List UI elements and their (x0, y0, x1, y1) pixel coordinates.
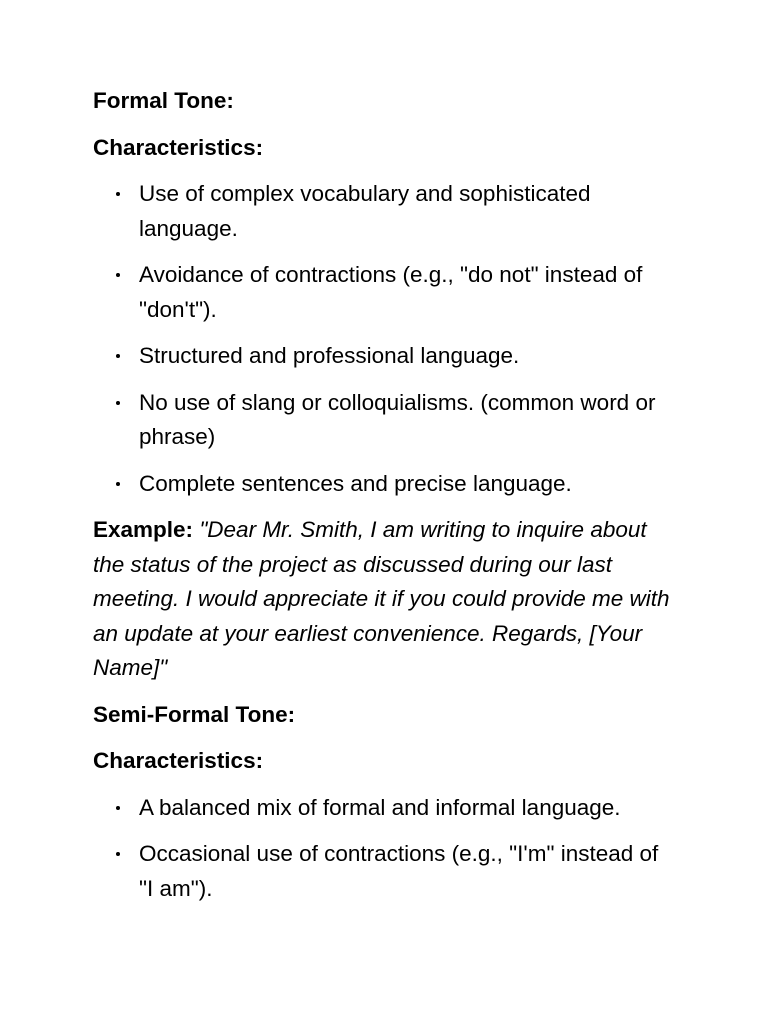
list-item (93, 791, 673, 826)
list-item-text: Avoidance of contractions (e.g., "do not" instead of "don't"). (139, 262, 643, 322)
list-item-text: No use of slang or colloquialisms. (common word or phrase) (139, 389, 656, 449)
list-item-text: Structured and professional language. (139, 343, 520, 368)
list-item-text: A balanced mix of formal and informal language. (139, 794, 621, 820)
bullet-icon (116, 273, 120, 277)
section-title-formal: Formal Tone: (93, 88, 234, 113)
list-item-text: Occasional use of contractions (e.g., "I'm" instead of "I am"). (139, 841, 659, 901)
list-item-text: Complete sentences and precise language. (139, 470, 572, 496)
list-item (93, 177, 673, 246)
bullet-icon (116, 354, 120, 358)
example-quote: "Dear Mr. Smith, I am writing to inquire about the status of the project as discussed during our last meeting. I would appreciate it if you could provide me with an update at your earliest convenience. Regards, [Your Name]" (93, 517, 670, 680)
section-title-semi-formal: Semi-Formal Tone: (93, 701, 296, 727)
list-item (93, 467, 673, 502)
bullet-icon (116, 482, 120, 486)
example-label: Example: (93, 517, 194, 542)
characteristics-heading: Characteristics: (93, 134, 264, 160)
example-paragraph (93, 513, 673, 686)
bullet-icon (116, 852, 120, 856)
list-item (93, 258, 673, 327)
characteristics-list (93, 177, 673, 501)
bullet-icon (116, 806, 120, 810)
characteristics-list (93, 791, 673, 907)
bullet-icon (116, 192, 120, 196)
list-item (93, 837, 673, 906)
bullet-icon (116, 401, 120, 405)
list-item (93, 339, 673, 374)
list-item-text: Use of complex vocabulary and sophisticated language. (139, 181, 591, 241)
list-item (93, 386, 673, 455)
document-page (93, 84, 673, 918)
characteristics-heading: Characteristics: (93, 748, 264, 773)
